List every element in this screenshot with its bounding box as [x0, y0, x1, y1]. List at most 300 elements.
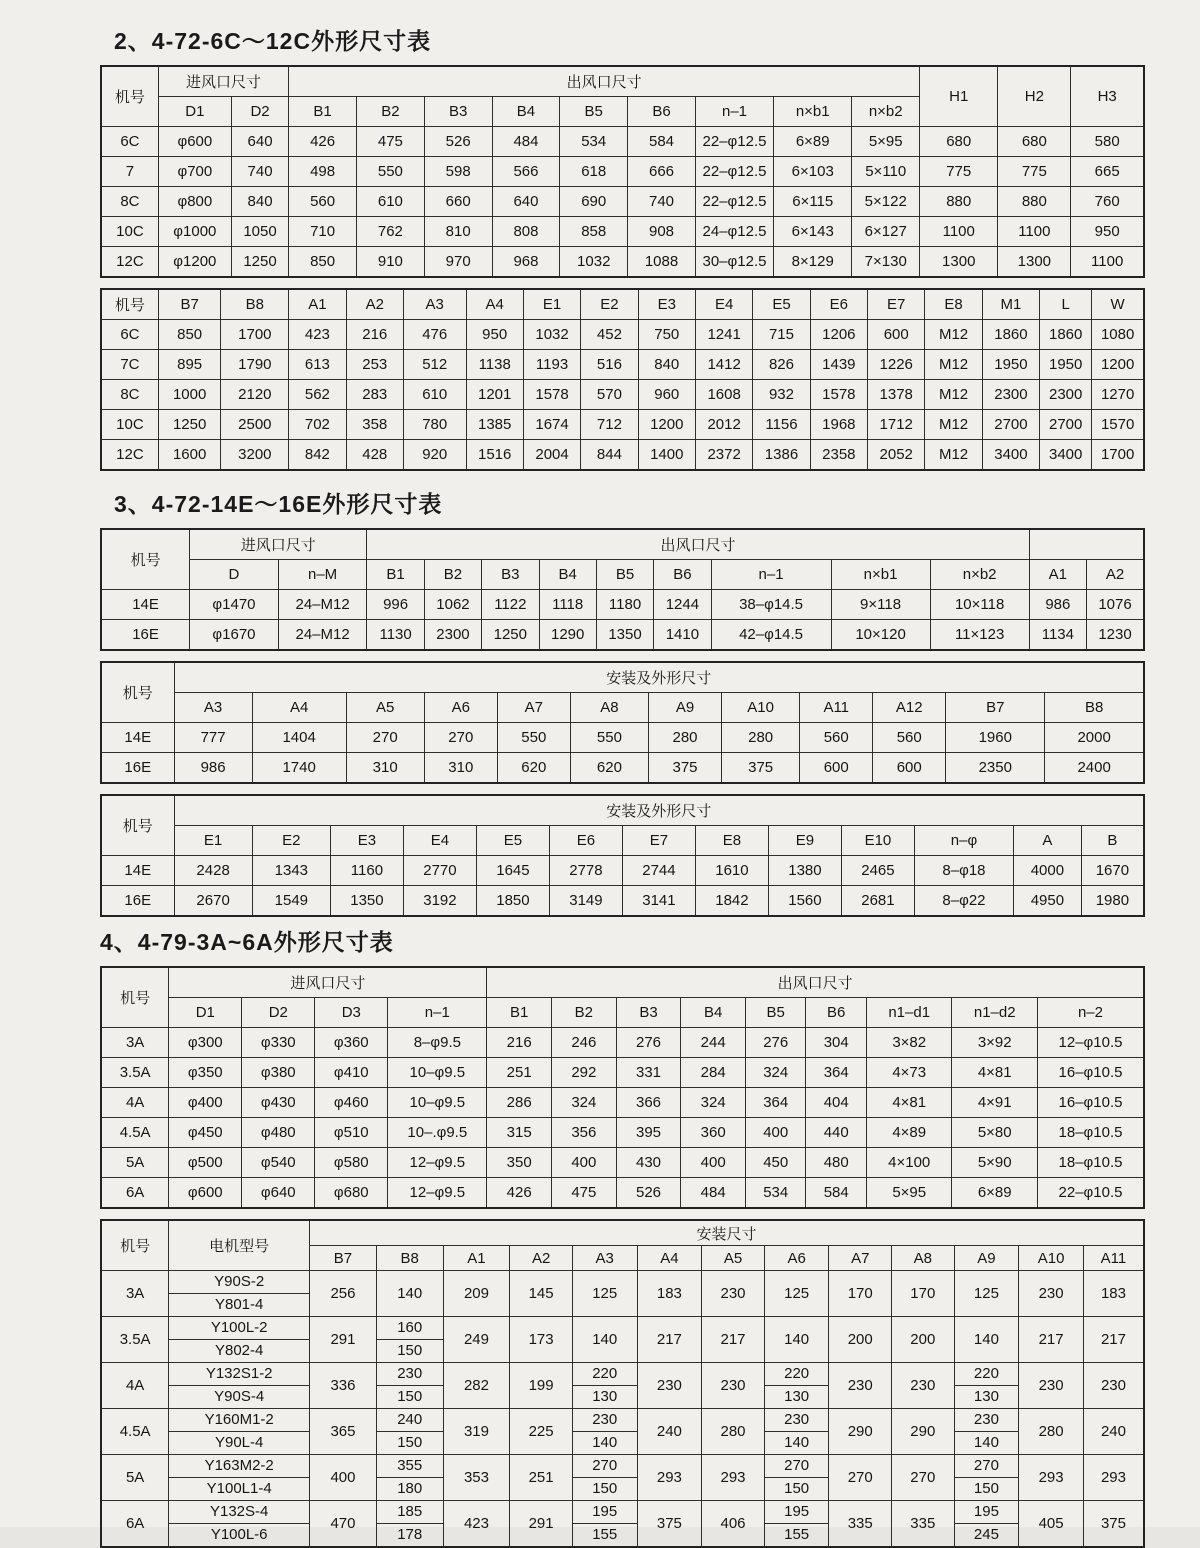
data-cell: 230	[892, 1363, 955, 1409]
header-cell: n–1	[695, 97, 773, 127]
data-cell: 404	[806, 1088, 866, 1118]
header-cell: B5	[745, 998, 805, 1028]
data-cell: 6C	[101, 127, 158, 157]
data-cell: 826	[753, 350, 810, 380]
header-cell: B8	[221, 289, 289, 320]
data-cell: 566	[492, 157, 560, 187]
data-cell: 230	[702, 1271, 765, 1317]
split-data-cell	[169, 1455, 310, 1501]
data-cell: 217	[1019, 1317, 1084, 1363]
data-cell: 2428	[174, 856, 252, 886]
header-cell: 机号	[101, 289, 158, 320]
data-cell: 3.5A	[101, 1317, 169, 1363]
split-data-cell	[572, 1501, 637, 1548]
table-4-79-3a-6a-motor-mounting	[100, 1219, 1145, 1548]
data-cell: 319	[443, 1409, 510, 1455]
data-cell: 712	[581, 410, 638, 440]
data-cell: 1290	[539, 620, 596, 651]
data-cell: φ350	[169, 1058, 242, 1088]
data-cell: φ360	[315, 1028, 388, 1058]
data-cell: 880	[920, 187, 998, 217]
data-cell: 600	[800, 753, 873, 784]
data-cell: φ380	[242, 1058, 315, 1088]
data-cell: 777	[174, 723, 252, 753]
data-cell: 405	[1019, 1501, 1084, 1548]
data-cell: 22–φ10.5	[1037, 1178, 1144, 1209]
data-cell: 690	[560, 187, 628, 217]
header-cell: 进风口尺寸	[158, 66, 288, 97]
data-cell: 1385	[466, 410, 523, 440]
header-cell: E6	[810, 289, 867, 320]
table-container-2a	[100, 65, 1145, 278]
data-cell: 1950	[982, 350, 1039, 380]
data-cell: 1250	[482, 620, 539, 651]
data-cell: 290	[829, 1409, 892, 1455]
data-cell: 16E	[101, 886, 174, 917]
data-cell: 1860	[982, 320, 1039, 350]
table-row	[101, 1178, 1144, 1209]
data-cell: 1790	[221, 350, 289, 380]
header-cell: 安装尺寸	[310, 1220, 1144, 1246]
table-row	[101, 590, 1144, 620]
data-cell: 353	[443, 1455, 510, 1501]
split-value: 150	[377, 1339, 443, 1362]
data-cell: 365	[310, 1409, 377, 1455]
header-cell: A6	[424, 693, 497, 723]
split-data-cell	[376, 1363, 443, 1409]
split-value: 150	[955, 1477, 1019, 1500]
data-cell: 3200	[221, 440, 289, 471]
split-data-cell	[572, 1363, 637, 1409]
split-data-cell	[572, 1455, 637, 1501]
header-cell: 机号	[101, 529, 190, 590]
data-cell: 2700	[1040, 410, 1092, 440]
data-cell: 183	[637, 1271, 702, 1317]
table-row	[101, 410, 1144, 440]
data-cell: 2744	[622, 856, 695, 886]
data-cell: 1386	[753, 440, 810, 471]
data-cell: 230	[829, 1363, 892, 1409]
data-cell: 484	[681, 1178, 746, 1209]
split-data-cell	[376, 1409, 443, 1455]
header-cell: 进风口尺寸	[169, 967, 487, 998]
data-cell: 710	[289, 217, 357, 247]
header-cell: n×b2	[852, 97, 920, 127]
data-cell: 660	[424, 187, 492, 217]
data-cell: 534	[560, 127, 628, 157]
data-cell: 364	[806, 1058, 866, 1088]
data-cell: 1410	[654, 620, 711, 651]
data-cell: 844	[581, 440, 638, 471]
split-value: 130	[765, 1385, 829, 1408]
data-cell: 1180	[596, 590, 653, 620]
data-cell: M12	[925, 410, 982, 440]
data-cell: M12	[925, 320, 982, 350]
data-cell: 1439	[810, 350, 867, 380]
data-cell: φ1000	[158, 217, 231, 247]
data-cell: 364	[745, 1088, 805, 1118]
split-data-cell	[169, 1501, 310, 1548]
table-row	[101, 1317, 1144, 1363]
data-cell: 4×91	[952, 1088, 1038, 1118]
data-cell: 1062	[424, 590, 481, 620]
data-cell: 808	[492, 217, 560, 247]
header-cell: B7	[946, 693, 1045, 723]
header-cell: B5	[560, 97, 628, 127]
split-value: Y90S-2	[214, 1273, 265, 1290]
data-cell: 1350	[596, 620, 653, 651]
data-cell: 4×81	[952, 1058, 1038, 1088]
data-cell: 331	[616, 1058, 681, 1088]
data-cell: 11×123	[930, 620, 1029, 651]
header-cell: n×b1	[831, 560, 930, 590]
header-row	[101, 66, 1144, 97]
data-cell: 1968	[810, 410, 867, 440]
data-cell: 4.5A	[101, 1409, 169, 1455]
header-cell: B8	[376, 1246, 443, 1271]
data-cell: 640	[231, 127, 288, 157]
data-cell: φ430	[242, 1088, 315, 1118]
header-cell: A8	[892, 1246, 955, 1271]
split-value: Y100L1-4	[169, 1477, 309, 1500]
data-cell: 140	[572, 1317, 637, 1363]
data-cell: 1241	[695, 320, 752, 350]
data-cell: 970	[424, 247, 492, 278]
data-cell: 125	[764, 1271, 829, 1317]
split-value: Y90L-4	[169, 1431, 309, 1454]
split-data-cell	[169, 1317, 310, 1363]
header-cell: 出风口尺寸	[487, 967, 1144, 998]
data-cell: 3149	[549, 886, 622, 917]
data-cell: 2372	[695, 440, 752, 471]
split-data-cell	[764, 1363, 829, 1409]
table-row	[101, 856, 1144, 886]
table-row	[101, 247, 1144, 278]
data-cell: 230	[1019, 1271, 1084, 1317]
data-cell: 42–φ14.5	[711, 620, 831, 651]
split-data-cell	[169, 1271, 310, 1317]
data-cell: 950	[466, 320, 523, 350]
data-cell: 315	[487, 1118, 552, 1148]
header-row	[101, 289, 1144, 320]
data-cell: 666	[628, 157, 696, 187]
table-row	[101, 723, 1144, 753]
data-cell: 375	[722, 753, 800, 784]
data-cell: 22–φ12.5	[695, 127, 773, 157]
data-cell: 2052	[868, 440, 925, 471]
data-cell: 292	[552, 1058, 617, 1088]
data-cell: 230	[1083, 1363, 1144, 1409]
data-cell: 2358	[810, 440, 867, 471]
table-row	[101, 1088, 1144, 1118]
data-cell: 1570	[1092, 410, 1144, 440]
data-cell: 9×118	[831, 590, 930, 620]
data-cell: 3A	[101, 1028, 169, 1058]
split-data-cell	[376, 1455, 443, 1501]
data-cell: 512	[403, 350, 466, 380]
data-cell: 375	[637, 1501, 702, 1548]
data-cell: 12–φ9.5	[388, 1178, 487, 1209]
header-cell: n1–d2	[952, 998, 1038, 1028]
data-cell: 584	[806, 1178, 866, 1209]
header-cell: D1	[158, 97, 231, 127]
header-cell: E5	[476, 826, 549, 856]
data-cell: 7	[101, 157, 158, 187]
header-cell: 出风口尺寸	[289, 66, 920, 97]
data-cell: 6×89	[952, 1178, 1038, 1209]
data-cell: 22–φ12.5	[695, 187, 773, 217]
split-value: 355	[397, 1457, 423, 1474]
data-cell: φ600	[158, 127, 231, 157]
data-cell: 10×118	[930, 590, 1029, 620]
data-cell: 18–φ10.5	[1037, 1148, 1144, 1178]
header-cell: A9	[649, 693, 722, 723]
header-row	[101, 662, 1144, 693]
split-data-cell	[169, 1363, 310, 1409]
data-cell: φ1670	[190, 620, 279, 651]
table-container-3a	[100, 528, 1145, 651]
data-cell: 14E	[101, 723, 174, 753]
split-value: 195	[973, 1503, 999, 1520]
header-cell: n–2	[1037, 998, 1144, 1028]
data-cell: 170	[892, 1271, 955, 1317]
data-cell: 280	[649, 723, 722, 753]
data-cell: 310	[346, 753, 424, 784]
data-cell: 880	[998, 187, 1071, 217]
data-cell: 276	[745, 1028, 805, 1058]
header-cell: E7	[622, 826, 695, 856]
table-row	[101, 1363, 1144, 1409]
header-cell: n–φ	[914, 826, 1013, 856]
data-cell: 1160	[330, 856, 403, 886]
data-cell: 10×120	[831, 620, 930, 651]
data-cell: φ600	[169, 1178, 242, 1209]
data-cell: 335	[829, 1501, 892, 1548]
header-cell: 安装及外形尺寸	[174, 662, 1144, 693]
header-cell: L	[1040, 289, 1092, 320]
data-cell: 613	[289, 350, 346, 380]
header-cell: B4	[492, 97, 560, 127]
header-cell: A11	[800, 693, 873, 723]
data-cell: 665	[1071, 157, 1144, 187]
header-row	[101, 826, 1144, 856]
header-cell: A5	[702, 1246, 765, 1271]
table-row	[101, 753, 1144, 784]
data-cell: 3192	[403, 886, 476, 917]
data-cell: 1080	[1092, 320, 1144, 350]
split-value: 130	[573, 1385, 637, 1408]
split-value: 230	[592, 1411, 618, 1428]
header-cell: E10	[841, 826, 914, 856]
data-cell: 2000	[1045, 723, 1144, 753]
header-cell: 进风口尺寸	[190, 529, 367, 560]
data-cell: 1700	[1092, 440, 1144, 471]
data-cell: φ330	[242, 1028, 315, 1058]
data-cell: 246	[552, 1028, 617, 1058]
data-cell: 430	[616, 1148, 681, 1178]
data-cell: 1206	[810, 320, 867, 350]
header-cell: A4	[637, 1246, 702, 1271]
data-cell: 1032	[560, 247, 628, 278]
data-cell: 680	[920, 127, 998, 157]
data-cell: 618	[560, 157, 628, 187]
header-cell: A6	[764, 1246, 829, 1271]
data-cell: 291	[310, 1317, 377, 1363]
data-cell: 200	[829, 1317, 892, 1363]
data-cell: 908	[628, 217, 696, 247]
data-cell: 6A	[101, 1501, 169, 1548]
data-cell: 14E	[101, 590, 190, 620]
header-cell: E8	[695, 826, 768, 856]
split-value: 270	[592, 1457, 618, 1474]
data-cell: 22–φ12.5	[695, 157, 773, 187]
data-cell: 760	[1071, 187, 1144, 217]
data-cell: 293	[637, 1455, 702, 1501]
data-cell: 1343	[252, 856, 330, 886]
data-cell: 283	[346, 380, 403, 410]
table-row	[101, 1409, 1144, 1455]
data-cell: 1250	[231, 247, 288, 278]
data-cell: 740	[231, 157, 288, 187]
data-cell: 1578	[810, 380, 867, 410]
header-cell: 出风口尺寸	[367, 529, 1029, 560]
data-cell: 526	[616, 1178, 681, 1209]
data-cell: 858	[560, 217, 628, 247]
header-cell: B4	[681, 998, 746, 1028]
data-cell: 1250	[158, 410, 221, 440]
data-cell: φ540	[242, 1148, 315, 1178]
data-cell: 1350	[330, 886, 403, 917]
data-cell: 1300	[998, 247, 1071, 278]
header-row	[101, 560, 1144, 590]
data-cell: 406	[702, 1501, 765, 1548]
data-cell: 395	[616, 1118, 681, 1148]
section-4-title: 4、4-79-3A~6A外形尺寸表	[100, 929, 394, 955]
data-cell: 2778	[549, 856, 622, 886]
data-cell: 950	[1071, 217, 1144, 247]
header-cell: E9	[768, 826, 841, 856]
table-row	[101, 886, 1144, 917]
data-cell: 1032	[523, 320, 580, 350]
split-data-cell	[376, 1501, 443, 1548]
header-cell: E7	[868, 289, 925, 320]
data-cell: 1230	[1087, 620, 1144, 651]
data-cell: 8–φ9.5	[388, 1028, 487, 1058]
data-cell: 4950	[1014, 886, 1082, 917]
data-cell: 1100	[920, 217, 998, 247]
header-cell: B3	[482, 560, 539, 590]
data-cell: 1600	[158, 440, 221, 471]
data-cell: 253	[346, 350, 403, 380]
data-cell: 610	[403, 380, 466, 410]
data-cell: 775	[920, 157, 998, 187]
header-cell: E1	[174, 826, 252, 856]
data-cell: 2120	[221, 380, 289, 410]
header-cell: B7	[310, 1246, 377, 1271]
data-cell: 470	[310, 1501, 377, 1548]
split-value: Y163M2-2	[204, 1457, 274, 1474]
data-cell: 360	[681, 1118, 746, 1148]
data-cell: 3400	[1040, 440, 1092, 471]
data-cell: φ640	[242, 1178, 315, 1209]
data-cell: 1050	[231, 217, 288, 247]
data-cell: 715	[753, 320, 810, 350]
data-cell: 1244	[654, 590, 711, 620]
header-cell: 电机型号	[169, 1220, 310, 1271]
data-cell: 1608	[695, 380, 752, 410]
data-cell: 2012	[695, 410, 752, 440]
data-cell: 600	[873, 753, 946, 784]
header-cell: A7	[497, 693, 570, 723]
data-cell: 526	[424, 127, 492, 157]
header-cell: 机号	[101, 1220, 169, 1271]
data-cell: 8–φ18	[914, 856, 1013, 886]
split-data-cell	[954, 1455, 1019, 1501]
data-cell: 3141	[622, 886, 695, 917]
data-cell: 560	[873, 723, 946, 753]
data-cell: 1134	[1029, 620, 1086, 651]
data-cell: 276	[616, 1028, 681, 1058]
split-value: 140	[955, 1431, 1019, 1454]
data-cell: 16–φ10.5	[1037, 1058, 1144, 1088]
data-cell: 1201	[466, 380, 523, 410]
header-cell: n×b1	[774, 97, 852, 127]
data-cell: 598	[424, 157, 492, 187]
split-value: 130	[955, 1385, 1019, 1408]
data-cell: 209	[443, 1271, 510, 1317]
data-cell: 12–φ9.5	[388, 1148, 487, 1178]
split-value: 178	[377, 1523, 443, 1546]
split-value: Y90S-4	[169, 1385, 309, 1408]
data-cell: 932	[753, 380, 810, 410]
header-cell: A5	[346, 693, 424, 723]
data-cell: 1960	[946, 723, 1045, 753]
data-cell: 550	[497, 723, 570, 753]
data-cell: 358	[346, 410, 403, 440]
data-cell: 8×129	[774, 247, 852, 278]
data-cell: M12	[925, 350, 982, 380]
table-row	[101, 1501, 1144, 1548]
data-cell: 183	[1083, 1271, 1144, 1317]
data-cell: 1645	[476, 856, 549, 886]
data-cell: 1412	[695, 350, 752, 380]
data-cell: 293	[1019, 1455, 1084, 1501]
header-cell: n–1	[711, 560, 831, 590]
table-row	[101, 1271, 1144, 1317]
split-value: 220	[592, 1365, 618, 1382]
header-cell: 安装及外形尺寸	[174, 795, 1144, 826]
data-cell: 550	[357, 157, 425, 187]
data-cell: 423	[443, 1501, 510, 1548]
split-value: 240	[397, 1411, 423, 1428]
data-cell: 140	[764, 1317, 829, 1363]
table-container-4a	[100, 966, 1145, 1209]
header-cell: n–1	[388, 998, 487, 1028]
data-cell: 986	[1029, 590, 1086, 620]
data-cell: 216	[487, 1028, 552, 1058]
data-cell: 140	[376, 1271, 443, 1317]
split-data-cell	[954, 1501, 1019, 1548]
data-cell: 850	[289, 247, 357, 278]
data-cell: 3×82	[866, 1028, 952, 1058]
data-cell: 251	[510, 1455, 573, 1501]
split-value: 195	[784, 1503, 810, 1520]
data-cell: 10–φ9.5	[388, 1058, 487, 1088]
data-cell: 280	[1019, 1409, 1084, 1455]
data-cell: 560	[289, 187, 357, 217]
data-cell: 584	[628, 127, 696, 157]
data-cell: 6×103	[774, 157, 852, 187]
